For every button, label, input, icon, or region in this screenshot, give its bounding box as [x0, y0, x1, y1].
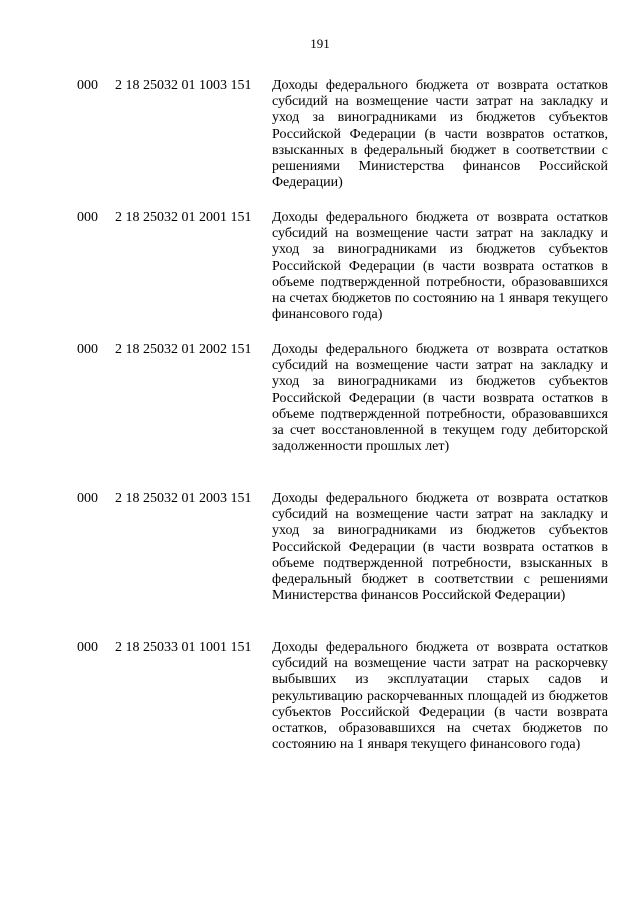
administrator-code: 000: [77, 342, 98, 357]
income-description: Доходы федерального бюджета от возврата остатков субсидий на возмещение части затрат на закладку и уход за виноградниками из бюджетов субъектов Российской Федерации (в части возврата остатков в объеме подтвержденной потребности, образовавшихся на счетах бюджетов по состоянию на 1 января текущего финансового года): [272, 210, 608, 323]
page-number: 191: [310, 36, 330, 51]
budget-classification-code: 2 18 25032 01 2003 151: [115, 491, 252, 506]
income-description: Доходы федерального бюджета от возврата остатков субсидий на возмещение части затрат на раскорчевку выбывших из эксплуатации старых садов и рекультивацию раскорчеванных площадей из бюджетов субъектов Российской Федерации (в части возврата остатков, образовавшихся на счетах бюджетов по состоянию на 1 января текущего финансового года): [272, 640, 608, 753]
administrator-code: 000: [77, 210, 98, 225]
budget-classification-code: 2 18 25032 01 1003 151: [115, 78, 252, 93]
income-description: Доходы федерального бюджета от возврата остатков субсидий на возмещение части затрат на закладку и уход за виноградниками из бюджетов субъектов Российской Федерации (в части возврата остатков в объеме подтвержденной потребности, взысканных в федеральный бюджет в соответствии с решениями Министерства финансов Российской Федерации): [272, 491, 608, 604]
budget-classification-code: 2 18 25033 01 1001 151: [115, 640, 252, 655]
income-description: Доходы федерального бюджета от возврата остатков субсидий на возмещение части затрат на закладку и уход за виноградниками из бюджетов субъектов Российской Федерации (в части возвратов остатков, взысканных в федеральный бюджет в соответствии с решениями Министерства финансов Российской Федерации): [272, 78, 608, 191]
budget-classification-code: 2 18 25032 01 2002 151: [115, 342, 252, 357]
administrator-code: 000: [77, 640, 98, 655]
administrator-code: 000: [77, 491, 98, 506]
administrator-code: 000: [77, 78, 98, 93]
budget-classification-code: 2 18 25032 01 2001 151: [115, 210, 252, 225]
income-description: Доходы федерального бюджета от возврата остатков субсидий на возмещение части затрат на закладку и уход за виноградниками из бюджетов субъектов Российской Федерации (в части возврата остатков в объеме подтвержденной потребности, образовавшихся за счет восстановленной в текущем году дебиторской задолженности прошлых лет): [272, 342, 608, 455]
